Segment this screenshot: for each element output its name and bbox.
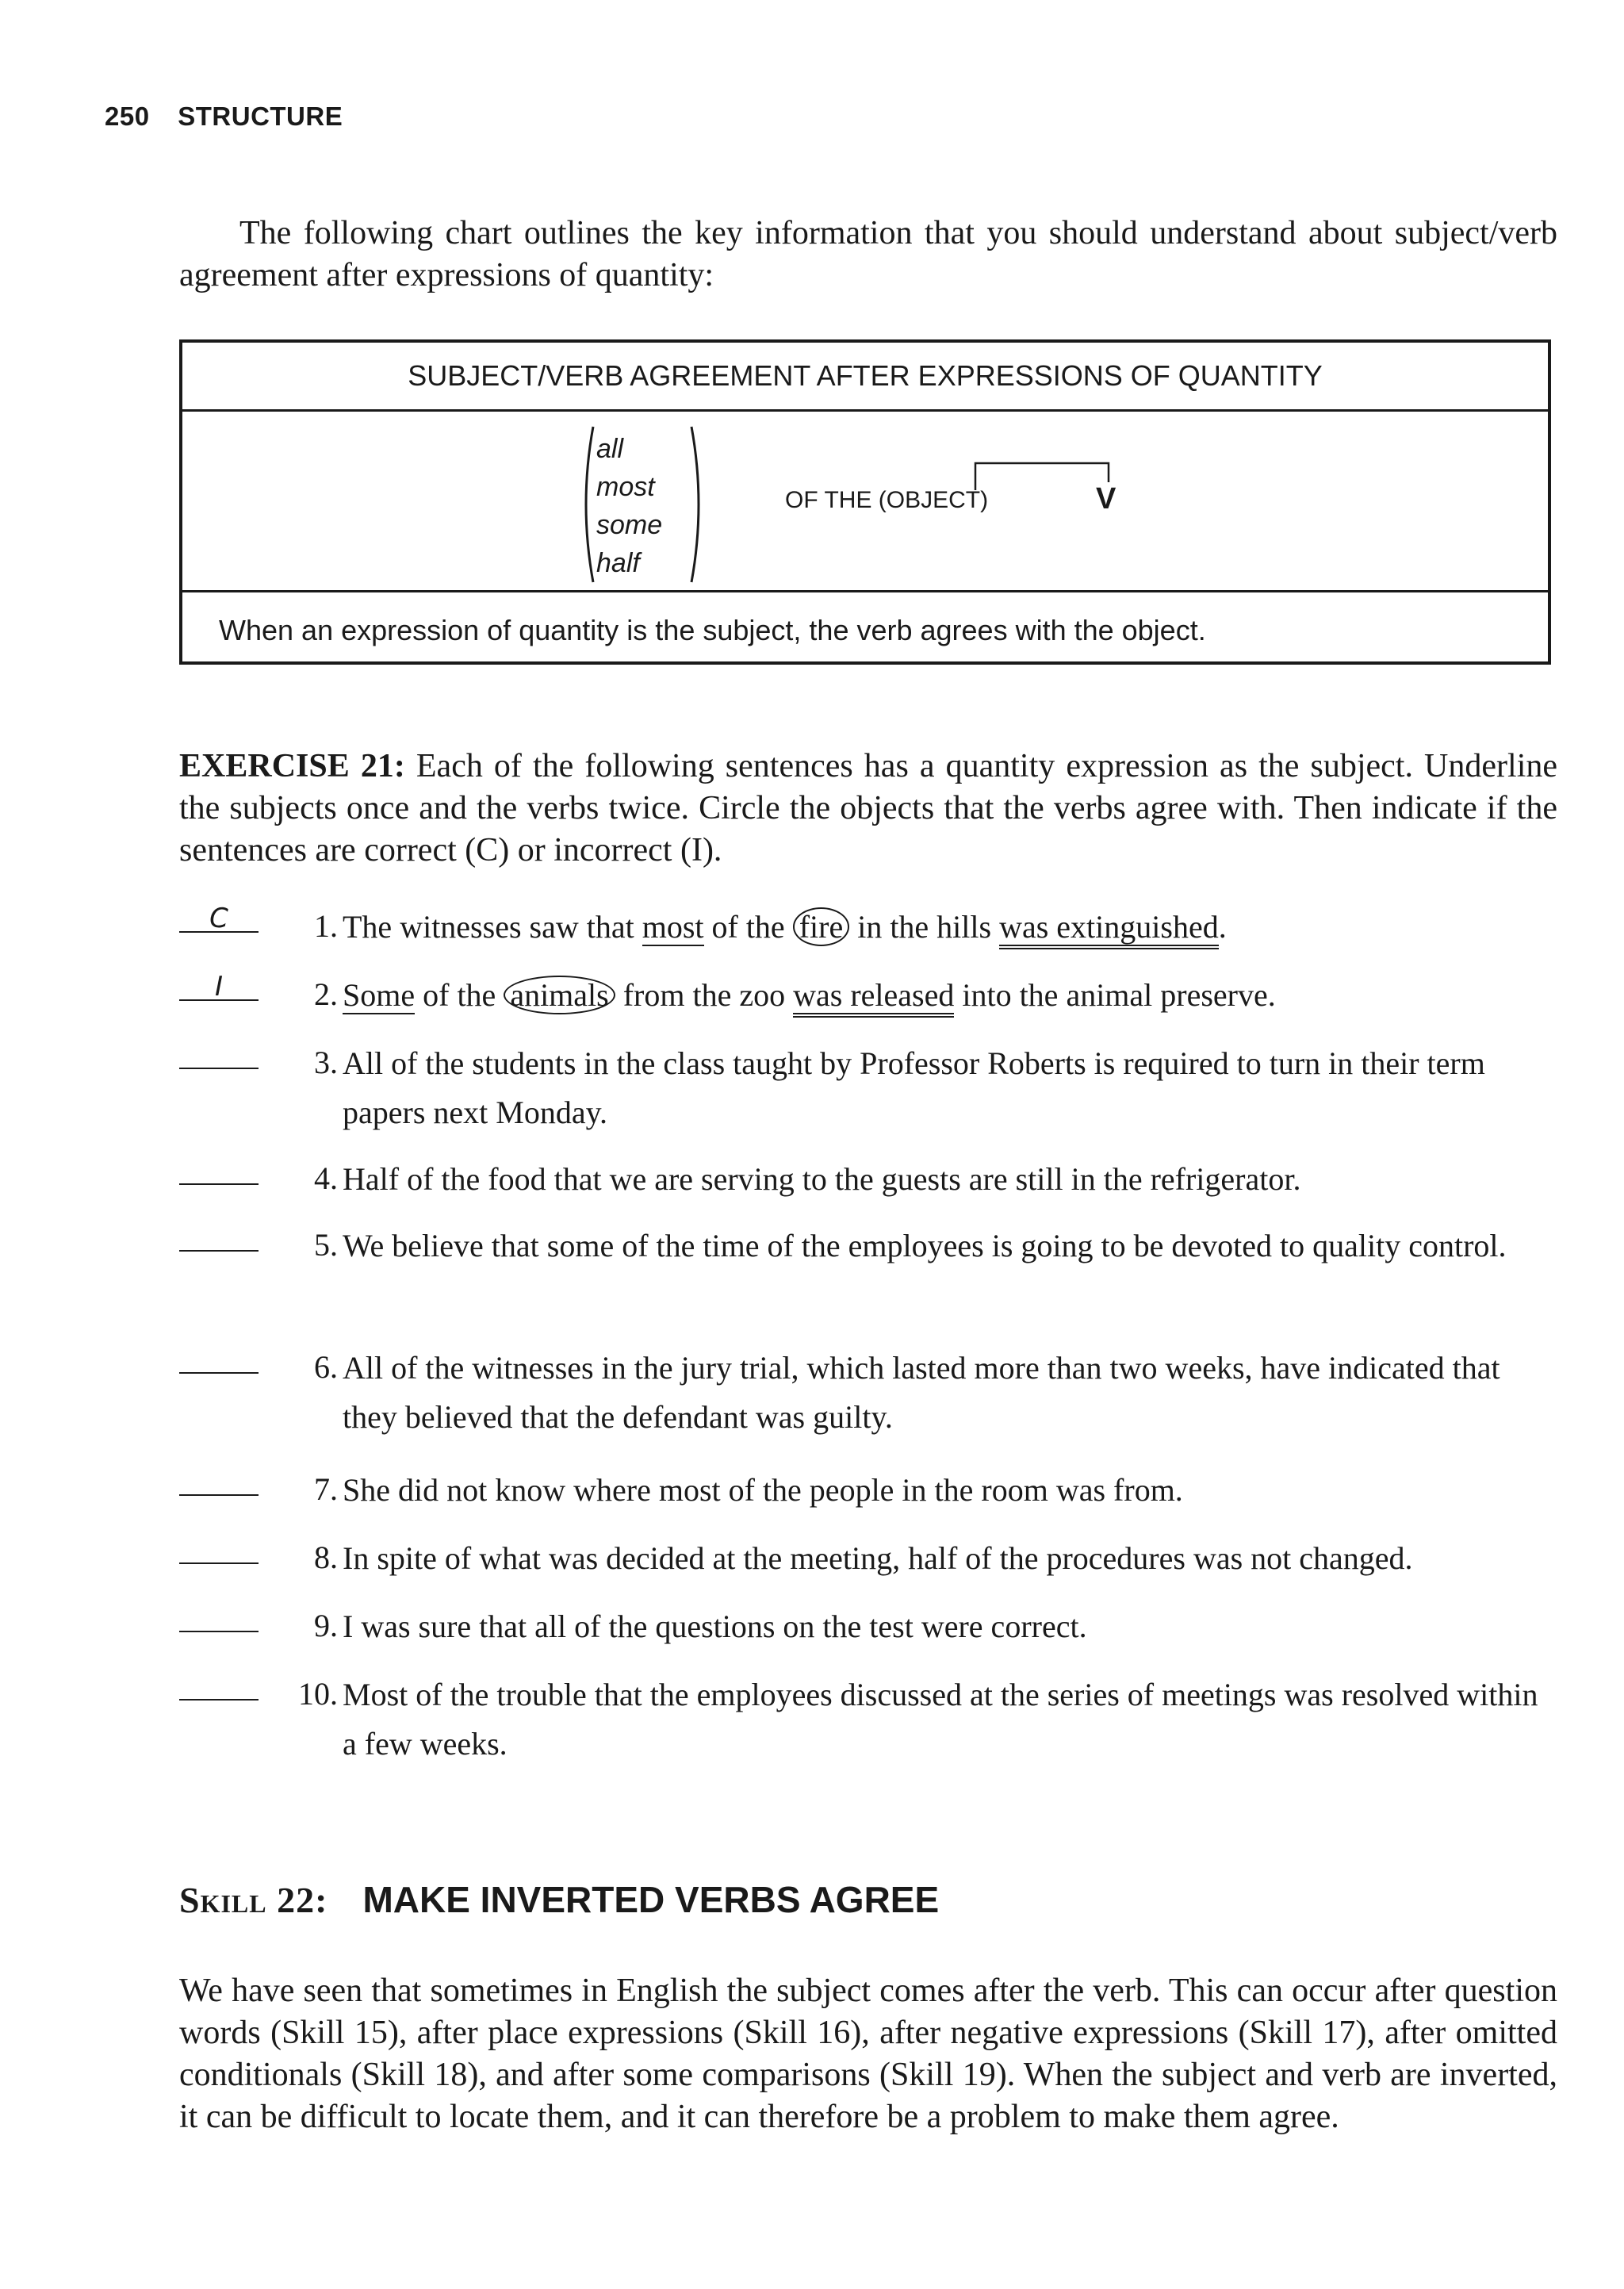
text-segment: The witnesses saw that (343, 909, 642, 945)
item-number: 4. (314, 1160, 338, 1196)
answer-mark: I (214, 971, 224, 1003)
item-text: All of the students in the class taught by Professor Roberts is required to turn in their term papers next Monday. (343, 1045, 1485, 1130)
agreement-connector (975, 463, 1109, 490)
item-text: Most of the trouble that the employees discussed at the series of meetings was resolved within a few weeks. (343, 1677, 1538, 1762)
item-text (343, 903, 1556, 952)
subject-underline: Some (343, 977, 416, 1013)
exercise-item-5 (179, 1221, 1557, 1269)
item-text: In spite of what was decided at the meeting, half of the procedures was not changed. (343, 1540, 1413, 1576)
running-head (105, 102, 363, 132)
item-number: 3. (314, 1045, 338, 1080)
exercise-item-9 (179, 1602, 1557, 1650)
exercise-item-3 (179, 1039, 1557, 1130)
chart-body (182, 409, 1548, 592)
exercise-item-2 (179, 971, 1557, 1018)
skill-label: Skill 22: (179, 1880, 328, 1920)
text-segment: . (1218, 909, 1227, 945)
answer-blank[interactable] (179, 1250, 259, 1252)
skill-title: MAKE INVERTED VERBS AGREE (362, 1879, 940, 1920)
agreement-chart (179, 339, 1551, 665)
item-number: 7. (314, 1471, 338, 1507)
item-number: 6. (314, 1349, 338, 1385)
item-number: 5. (314, 1227, 338, 1263)
exercise-item-6 (179, 1344, 1557, 1435)
item-text: Half of the food that we are serving to the guests are still in the refrigerator. (343, 1161, 1301, 1197)
item-text: All of the witnesses in the jury trial, which lasted more than two weeks, have indicated that they believed that the defendant was guilty. (343, 1350, 1500, 1435)
chart-title: SUBJECT/VERB AGREEMENT AFTER EXPRESSIONS OF QUANTITY (182, 343, 1548, 412)
exercise-item-7 (179, 1466, 1557, 1513)
quantity-half: half (596, 548, 640, 578)
verb-double-underline: was released (793, 977, 954, 1018)
of-the-object (785, 487, 988, 514)
intro-paragraph (179, 213, 1557, 297)
skill-heading (179, 1878, 939, 1921)
of-the-label: OF THE (785, 487, 872, 513)
object-circle: animals (504, 976, 615, 1014)
quantity-list (579, 420, 690, 579)
object-label: (OBJECT) (878, 487, 989, 513)
item-text: We believe that some of the time of the employees is going to be devoted to quality control. (343, 1228, 1507, 1263)
answer-blank[interactable] (179, 1183, 259, 1185)
text-segment: in the hills (849, 909, 1000, 945)
item-number: 1. (314, 908, 338, 944)
text-segment: of the (703, 909, 793, 945)
item-text (343, 971, 1556, 1020)
exercise-label: EXERCISE 21: (179, 748, 405, 784)
answer-blank[interactable] (179, 1494, 259, 1496)
item-number: 9. (314, 1608, 338, 1643)
right-paren (691, 427, 699, 582)
section-title: STRUCTURE (178, 102, 343, 131)
intro-text: The following chart outlines the key information that you should understand about subject/verb agreement after expressions of quantity: (179, 215, 1557, 293)
subject-underline: most (642, 909, 704, 945)
exercise-item-10 (179, 1670, 1557, 1762)
answer-blank[interactable] (179, 1699, 259, 1700)
text-segment: from the zoo (615, 977, 794, 1013)
text-segment: into the animal preserve. (954, 977, 1276, 1013)
object-circle: fire (793, 907, 850, 946)
text-segment: of the (415, 977, 504, 1013)
quantity-most: most (596, 472, 655, 502)
exercise-item-8 (179, 1534, 1557, 1582)
item-number: 8. (314, 1539, 338, 1575)
quantity-all: all (596, 434, 624, 464)
item-number: 2. (314, 976, 338, 1012)
answer-blank[interactable] (179, 1562, 259, 1564)
chart-note: When an expression of quantity is the subject, the verb agrees with the object. (219, 614, 1206, 646)
item-number: 10. (298, 1676, 338, 1712)
answer-blank[interactable] (179, 1631, 259, 1632)
exercise-instructions (179, 746, 1557, 872)
item-text: I was sure that all of the questions on the test were correct. (343, 1608, 1087, 1644)
answer-blank[interactable] (179, 1372, 259, 1374)
skill-body-paragraph: We have seen that sometimes in English the subject comes after the verb. This can occur after question words (Skill 15), after place expressions (Skill 16), after negative expressions (Skill 17), after omitted conditionals (Skill 18), and after some comparisons (Skill 19). When the subject and verb are inverted, it can be difficult to locate them, and it can therefore be a problem to make them agree. (179, 1973, 1557, 2135)
verb-double-underline: was extinguished (999, 909, 1219, 949)
exercise-item-1 (179, 903, 1557, 950)
verb-label: V (1096, 482, 1116, 516)
answer-mark: C (209, 903, 228, 934)
exercise-item-4 (179, 1155, 1557, 1202)
exercise-instructions-text: Each of the following sentences has a quantity expression as the subject. Underline the subjects once and the verbs twice. Circle the objects that the verbs agree with. Then indicate if the sentences are correct (C) or incorrect (I). (179, 748, 1558, 868)
item-text: She did not know where most of the people in the room was from. (343, 1472, 1183, 1508)
page-number: 250 (105, 102, 150, 131)
quantity-some: some (596, 510, 663, 540)
answer-blank[interactable] (179, 1068, 259, 1069)
